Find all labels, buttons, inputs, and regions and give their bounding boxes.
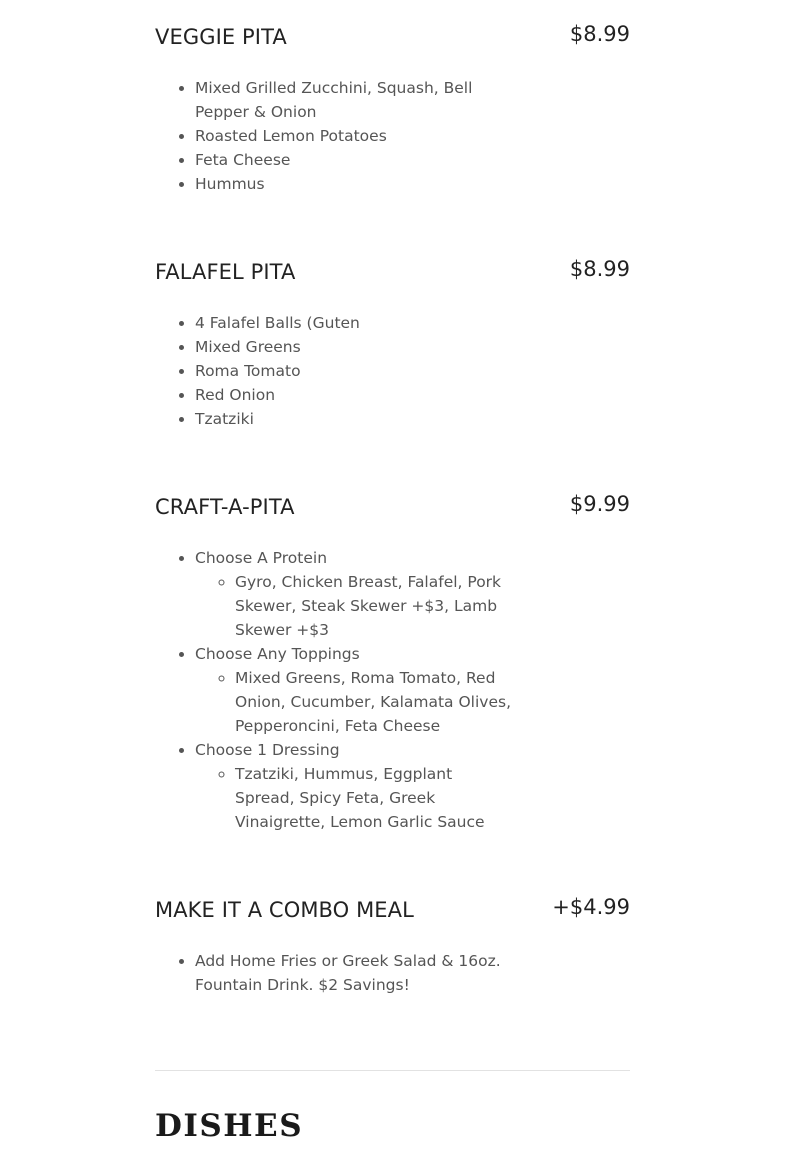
section-divider: [155, 1070, 630, 1071]
menu-item-header: [155, 492, 630, 532]
list-item: • Mixed Grilled Zucchini, Squash, Bell Pepper & Onion: [195, 76, 505, 124]
sub-list-item: ◦ Mixed Greens, Roma Tomato, Red Onion, Cucumber, Kalamata Olives, Pepperoncini, Feta Cheese: [235, 666, 515, 738]
menu-item-details: [155, 76, 505, 196]
list-item: [195, 738, 505, 834]
menu-item-price: $9.99: [569, 492, 630, 516]
list-item: • Roma Tomato: [195, 359, 505, 383]
menu-item-combo-meal: [155, 895, 630, 997]
menu-item-details: [155, 311, 505, 431]
list-item: • Hummus: [195, 172, 505, 196]
list-item: • Red Onion: [195, 383, 505, 407]
option-label: Choose 1 Dressing: [195, 741, 340, 759]
menu-item-header: [155, 895, 630, 935]
list-item: • Roasted Lemon Potatoes: [195, 124, 505, 148]
sub-list: [195, 762, 515, 834]
menu-item-price: +$4.99: [552, 895, 630, 919]
option-label: Choose A Protein: [195, 549, 328, 567]
option-label: Choose Any Toppings: [195, 645, 360, 663]
sub-list: [195, 666, 515, 738]
list-item: • Mixed Greens: [195, 335, 505, 359]
list-item: [195, 642, 512, 738]
menu-item-name: VEGGIE PITA: [155, 25, 287, 49]
menu-item-details: [155, 949, 505, 997]
menu-item-craft-a-pita: [155, 492, 630, 834]
menu-item-name: CRAFT-A-PITA: [155, 495, 295, 519]
sub-list: [195, 570, 515, 642]
list-item: • 4 Falafel Balls (Guten: [195, 311, 505, 335]
menu-item-falafel-pita: [155, 257, 630, 431]
menu-item-details: [155, 546, 512, 834]
menu-item-header: [155, 22, 630, 62]
menu-item-header: [155, 257, 630, 297]
section-title: DISHES: [155, 1108, 304, 1144]
menu-item-name: FALAFEL PITA: [155, 260, 296, 284]
sub-list-item: ◦ Gyro, Chicken Breast, Falafel, Pork Skewer, Steak Skewer +$3, Lamb Skewer +$3: [235, 570, 515, 642]
list-item: • Tzatziki: [195, 407, 505, 431]
list-item: [195, 546, 505, 642]
menu-item-name: MAKE IT A COMBO MEAL: [155, 898, 414, 922]
list-item: • Add Home Fries or Greek Salad & 16oz. Fountain Drink. $2 Savings!: [195, 949, 505, 997]
menu-item-veggie-pita: [155, 22, 630, 196]
menu-item-price: $8.99: [569, 22, 630, 46]
sub-list-item: ◦ Tzatziki, Hummus, Eggplant Spread, Spicy Feta, Greek Vinaigrette, Lemon Garlic Sauce: [235, 762, 515, 834]
list-item: • Feta Cheese: [195, 148, 505, 172]
menu-item-price: $8.99: [569, 257, 630, 281]
